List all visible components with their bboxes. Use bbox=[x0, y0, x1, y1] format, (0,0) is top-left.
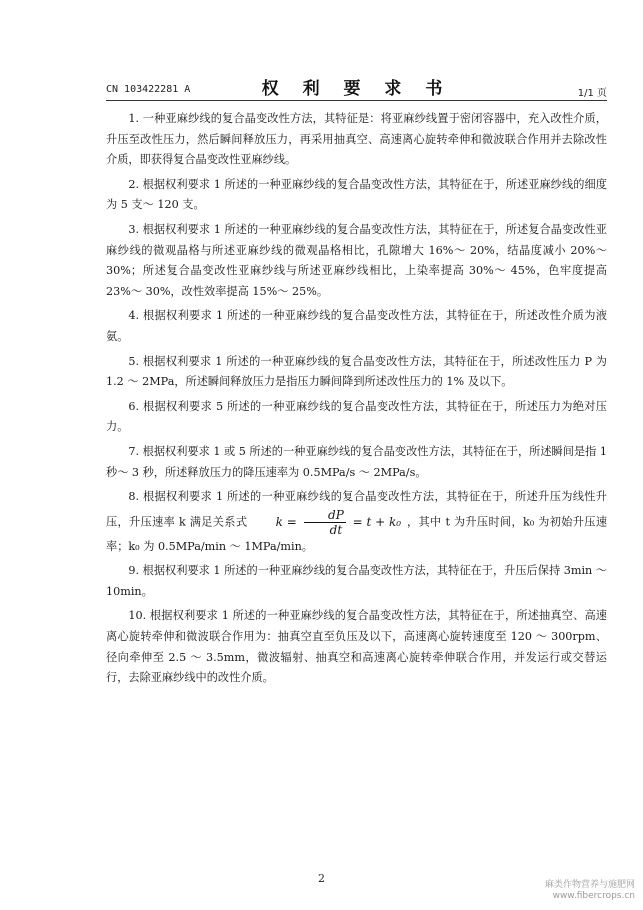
formula-fraction bbox=[304, 508, 346, 537]
formula-denominator: dt bbox=[329, 522, 343, 537]
claim-5: 5. 根据权利要求 1 所述的一种亚麻纱线的复合晶变改性方法，其特征在于，所述改性压力 P 为 1.2 ～ 2MPa，所述瞬间释放压力是指压力瞬间降到所述改性压力的 1% 及以下。 bbox=[106, 354, 607, 389]
watermark-url: www.fibercrops.cn bbox=[552, 891, 635, 901]
document-title: 权 利 要 求 书 bbox=[261, 79, 452, 99]
claim-8-text-before: 8. 根据权利要求 1 所述的一种亚麻纱线的复合晶变改性方法，其特征在于，所述升压为线性升压，升压速率 k 满足关系式 bbox=[106, 490, 607, 529]
claim-1: 1. 一种亚麻纱线的复合晶变改性方法，其特征是：将亚麻纱线置于密闭容器中，充入改性介质，升压至改性压力，然后瞬间释放压力，再采用抽真空、高速离心旋转牵伸和微波联合作用并去除改性介质，即获得复合晶变改性亚麻纱线。 bbox=[106, 112, 607, 167]
claim-2: 2. 根据权利要求 1 所述的一种亚麻纱线的复合晶变改性方法，其特征在于，所述亚麻纱线的细度为 5 支～ 120 支。 bbox=[106, 177, 607, 212]
page-header bbox=[106, 70, 607, 100]
site-watermark bbox=[545, 880, 635, 902]
header-divider bbox=[106, 100, 607, 101]
watermark-title: 麻类作物营养与施肥网 bbox=[544, 880, 635, 890]
formula-numerator: dP bbox=[304, 508, 346, 523]
claim-9: 9. 根据权利要求 1 所述的一种亚麻纱线的复合晶变改性方法，其特征在于，升压后保持 3min ～ 10min。 bbox=[106, 564, 607, 598]
claim-10: 10. 根据权利要求 1 所述的一种亚麻纱线的复合晶变改性方法，其特征在于，所述抽真空、高速离心旋转牵伸和微波联合作用为：抽真空直至负压及以下，高速离心旋转速度至 120 ～ 300rpm、径向牵伸至 2.5 ～ 3.5mm，微波辐射、抽真空和高速离心旋转牵伸联合作用，并发运行或交替运行，去除亚麻纱线中的改性介质。 bbox=[106, 609, 607, 685]
formula-rhs: = t + k₀ bbox=[352, 514, 402, 529]
patent-number: CN 103422281 A bbox=[106, 84, 191, 95]
formula-lhs: k = bbox=[275, 514, 297, 529]
claims-body bbox=[106, 109, 607, 693]
claim-3: 3. 根据权利要求 1 所述的一种亚麻纱线的复合晶变改性方法，其特征在于，所述复合晶变改性亚麻纱线的微观晶格与所述亚麻纱线的微观晶格相比，孔隙增大 16%～ 20%，结晶度减小 20%～ 30%；所述复合晶变改性亚麻纱线与所述亚麻纱线相比，上染率提高 30%～ 45%，色牢度提高 23%～ 30%，改性效率提高 15%～ 25%。 bbox=[106, 222, 607, 298]
claim-7: 7. 根据权利要求 1 或 5 所述的一种亚麻纱线的复合晶变改性方法，其特征在于，所述瞬间是指 1 秒～ 3 秒，所述释放压力的降压速率为 0.5MPa/s ～ 2MPa/s。 bbox=[106, 444, 607, 479]
page-indicator: 1/1 页 bbox=[577, 88, 607, 99]
claim-6: 6. 根据权利要求 5 所述的一种亚麻纱线的复合晶变改性方法，其特征在于，所述压力为绝对压力。 bbox=[106, 399, 607, 434]
rate-formula bbox=[253, 508, 401, 537]
claim-4: 4. 根据权利要求 1 所述的一种亚麻纱线的复合晶变改性方法，其特征在于，所述改性介质为液氨。 bbox=[106, 309, 607, 343]
page-number: 2 bbox=[318, 872, 325, 885]
claim-8 bbox=[106, 487, 607, 557]
claim-8-text-after: ，其中 t 为升压时间，k₀ 为初始升压速率；k₀ 为 0.5MPa/min ～ 1MPa/min。 bbox=[106, 515, 608, 553]
